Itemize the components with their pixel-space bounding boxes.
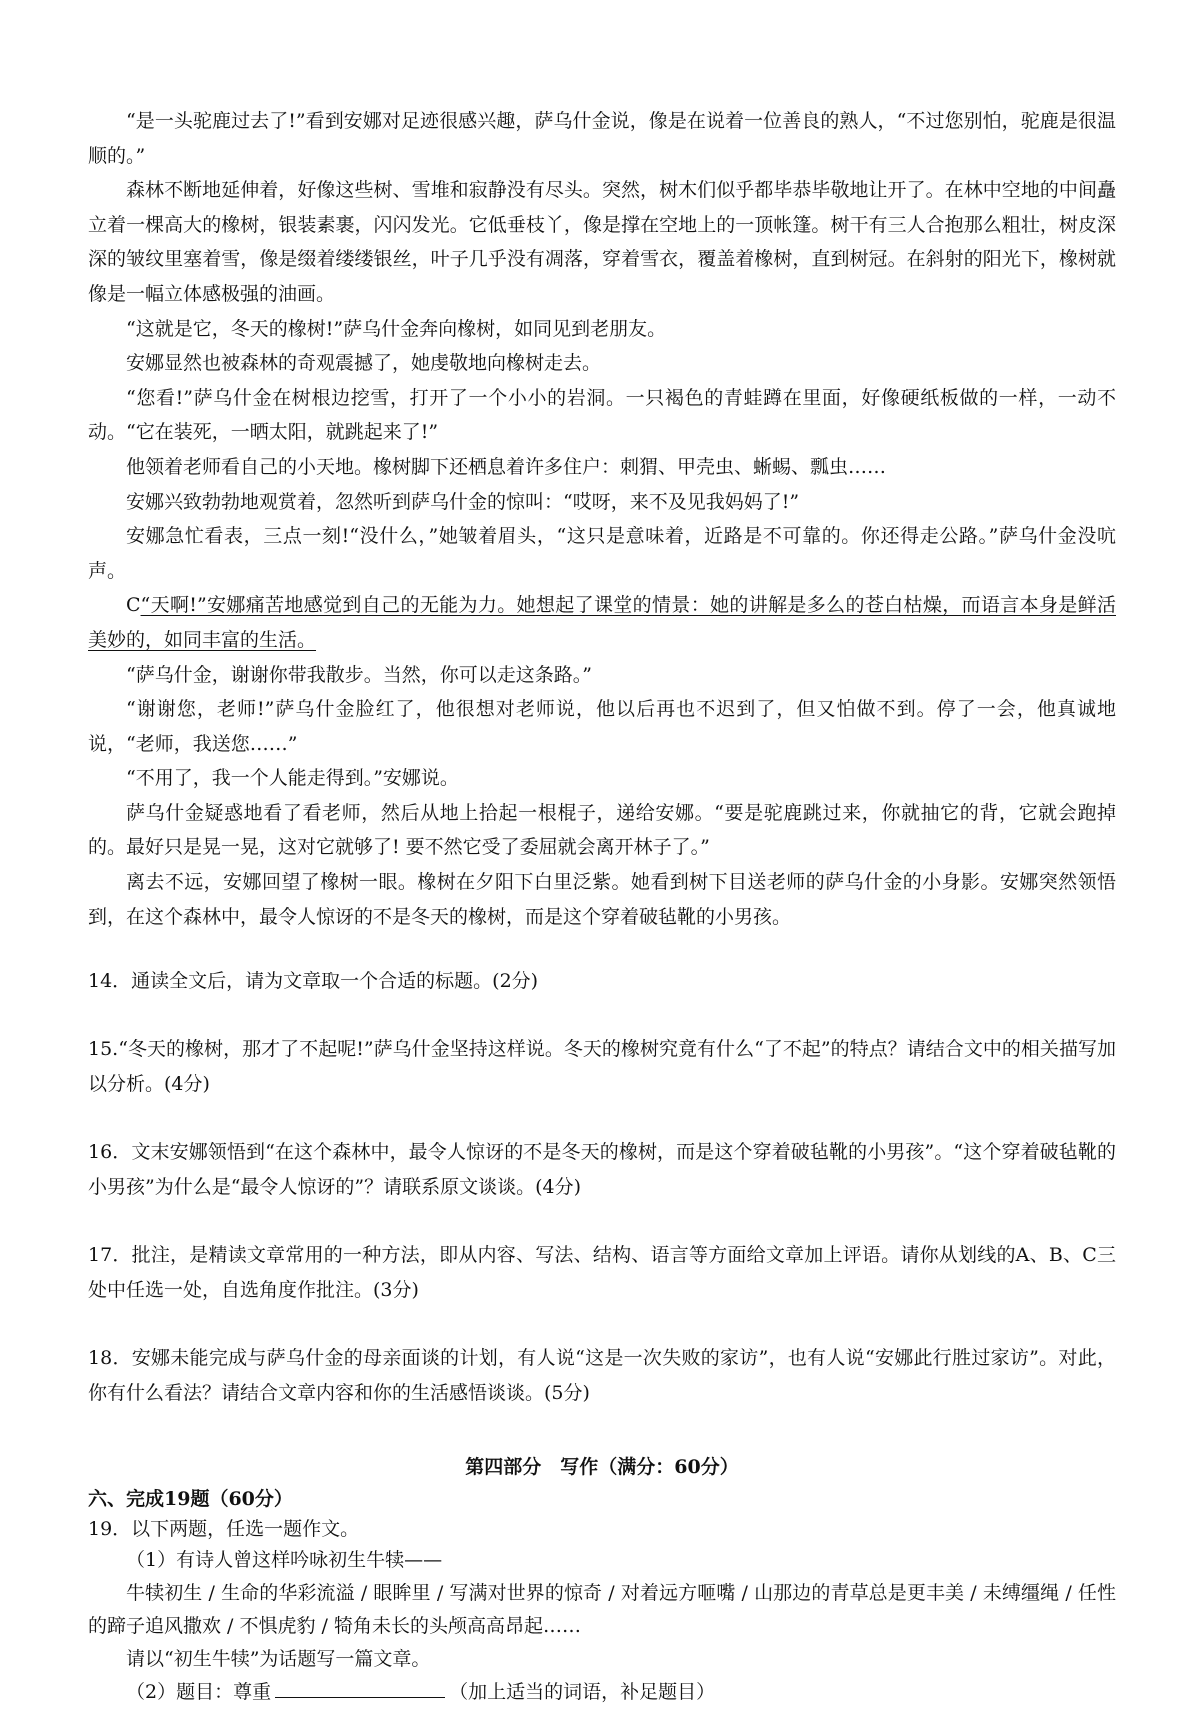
story-paragraph-underlined-c (88, 588, 1116, 657)
story-paragraph: 森林不断地延伸着，好像这些树、雪堆和寂静没有尽头。突然，树木们似乎都毕恭毕敬地让开了。在林中空地的中间矗立着一棵高大的橡树，银装素裹，闪闪发光。它低垂枝丫，像是撑在空地上的一顶帐篷。树干有三人合抱那么粗壮，树皮深深的皱纹里塞着雪，像是缀着缕缕银丝，叶子几乎没有凋落，穿着雪衣，覆盖着橡树，直到树冠。在斜射的阳光下，橡树就像是一幅立体感极强的油画。 (88, 179, 1116, 305)
section-title: 第四部分 写作（满分：60分） (465, 1455, 739, 1478)
story-paragraph: 他领着老师看自己的小天地。橡树脚下还栖息着许多住户：刺猬、甲壳虫、蜥蜴、瓢虫…… (126, 455, 887, 478)
question-18: 18．安娜未能完成与萨乌什金的母亲面谈的计划，有人说“这是一次失败的家访”，也有人说“安娜此行胜过家访”。对此，你有什么看法？请结合文章内容和你的生活感悟谈谈。(5分) (88, 1346, 1116, 1405)
story-paragraph: 安娜显然也被森林的奇观震撼了，她虔敬地向橡树走去。 (126, 352, 602, 375)
story-paragraph: 离去不远，安娜回望了橡树一眼。橡树在夕阳下白里泛紫。她看到树下目送老师的萨乌什金的小身影。安娜突然领悟到，在这个森林中，最令人惊讶的不是冬天的橡树，而是这个穿着破毡靴的小男孩。 (88, 871, 1116, 928)
question-14: 14．通读全文后，请为文章取一个合适的标题。(2分) (88, 970, 539, 993)
story-paragraph: “您看!”萨乌什金在树根边挖雪，打开了一个小小的岩洞。一只褐色的青蛙蹲在里面，好像硬纸板做的一样，一动不动。“它在装死，一晒太阳，就跳起来了!” (88, 386, 1116, 444)
story-paragraph: “这就是它，冬天的橡树!”萨乌什金奔向橡树，如同见到老朋友。 (126, 317, 667, 340)
question-17: 17．批注，是精读文章常用的一种方法，即从内容、写法、结构、语言等方面给文章加上评语。请你从划线的A、B、C三处中任选一处，自选角度作批注。(3分) (88, 1243, 1116, 1302)
option-2-prefix: （2）题目：尊重 (126, 1680, 272, 1703)
title-blank (275, 1681, 445, 1698)
story-paragraph: 安娜急忙看表，三点一刻!“没什么，”她皱着眉头，“这只是意味着，近路是不可靠的。你还得走公路。”萨乌什金没吭声。 (88, 525, 1116, 582)
option-1-intro: （1）有诗人曾这样吟咏初生牛犊—— (126, 1548, 443, 1571)
underlined-sentence-c: “天啊!”安娜痛苦地感觉到自己的无能为力。她想起了课堂的情景：她的讲解是多么的苍白枯燥，而语言本身是鲜活美妙的，如同丰富的生活。 (88, 594, 1116, 651)
question-19: 19．以下两题，任选一题作文。 (88, 1517, 360, 1540)
option-1-task: 请以“初生牛犊”为话题写一篇文章。 (126, 1647, 431, 1670)
page-content (88, 104, 1116, 1709)
question-16: 16．文末安娜领悟到“在这个森林中，最令人惊讶的不是冬天的橡树，而是这个穿着破毡靴的小男孩”。“这个穿着破毡靴的小男孩”为什么是“最令人惊讶的”？请联系原文谈谈。(4分) (88, 1140, 1116, 1199)
option-1-poem: 牛犊初生 / 生命的华彩流溢 / 眼眸里 / 写满对世界的惊奇 / 对着远方咂嘴 / 山那边的青草总是更丰美 / 未缚缰绳 / 任性的蹄子追风撒欢 / 不惧虎豹 / 犄角未长的头颅高高昂起…… (88, 1581, 1116, 1637)
option-2-suffix: （加上适当的词语，补足题目） (449, 1680, 716, 1703)
story-paragraph: 安娜兴致勃勃地观赏着，忽然听到萨乌什金的惊叫：“哎呀，来不及见我妈妈了!” (126, 490, 800, 513)
question-15: 15.“冬天的橡树，那才了不起呢!”萨乌什金坚持这样说。冬天的橡树究竟有什么“了不起”的特点？请结合文中的相关描写加以分析。(4分) (88, 1037, 1116, 1096)
option-2 (88, 1676, 1116, 1709)
story-paragraph: “是一头驼鹿过去了!”看到安娜对足迹很感兴趣，萨乌什金说，像是在说着一位善良的熟人，“不过您别怕，驼鹿是很温顺的。” (88, 110, 1116, 167)
story-paragraph: “萨乌什金，谢谢你带我散步。当然，你可以走这条路。” (126, 663, 592, 686)
story-paragraph: “谢谢您，老师!”萨乌什金脸红了，他很想对老师说，他以后再也不迟到了，但又怕做不到。停了一会，他真诚地说，“老师，我送您……” (88, 698, 1116, 755)
annotation-marker-c: C (126, 594, 141, 617)
story-paragraph: 萨乌什金疑惑地看了看老师，然后从地上拾起一根棍子，递给安娜。“要是驼鹿跳过来，你就抽它的背，它就会跑掉的。最好只是晃一晃，这对它就够了! 要不然它受了委屈就会离开林子了。” (88, 801, 1116, 859)
story-paragraph: “不用了，我一个人能走得到。”安娜说。 (126, 767, 459, 790)
part-heading: 六、完成19题（60分） (88, 1487, 293, 1510)
